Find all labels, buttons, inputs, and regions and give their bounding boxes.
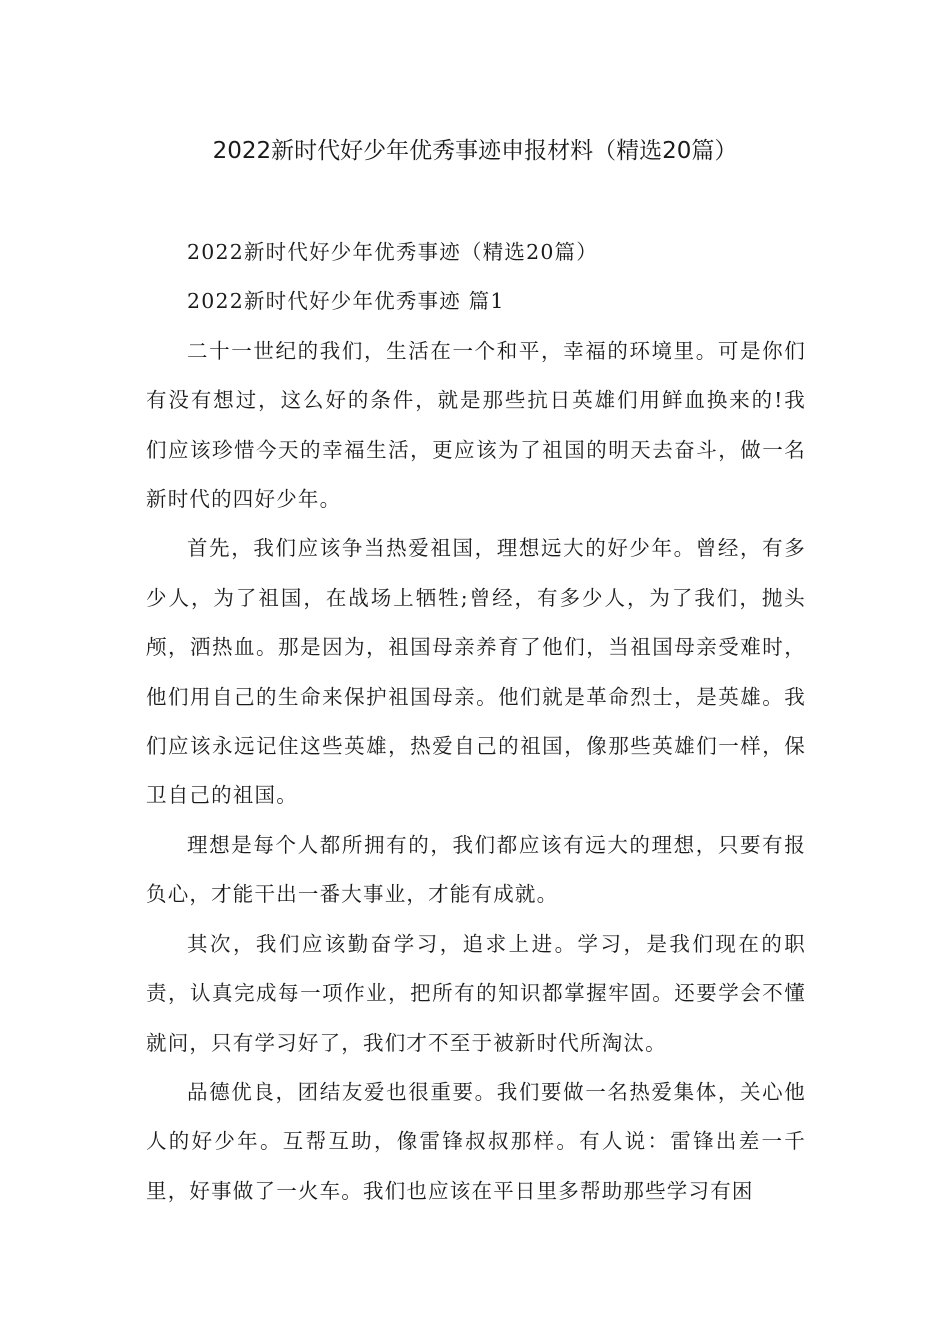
paragraph: 二十一世纪的我们，生活在一个和平，幸福的环境里。可是你们有没有想过，这么好的条件，就是那些抗日英雄们用鲜血换来的!我们应该珍惜今天的幸福生活，更应该为了祖国的明天去奋斗，做一名新时代的四好少年。 (146, 338, 806, 512)
paragraph: 理想是每个人都所拥有的，我们都应该有远大的理想，只要有报负心，才能干出一番大事业，才能有成就。 (146, 832, 806, 907)
paragraph-section-heading: 2022新时代好少年优秀事迹 篇1 (187, 289, 505, 314)
paragraph: 首先，我们应该争当热爱祖国，理想远大的好少年。曾经，有多少人，为了祖国，在战场上牺牲;曾经，有多少人，为了我们，抛头颅，洒热血。那是因为，祖国母亲养育了他们，当祖国母亲受难时，他们用自己的生命来保护祖国母亲。他们就是革命烈士，是英雄。我们应该永远记住这些英雄，热爱自己的祖国，像那些英雄们一样，保卫自己的祖国。 (146, 536, 806, 808)
document-title: 2022新时代好少年优秀事迹申报材料（精选20篇） (212, 138, 738, 164)
paragraph-subtitle: 2022新时代好少年优秀事迹（精选20篇） (187, 240, 598, 264)
paragraph: 品德优良，团结友爱也很重要。我们要做一名热爱集体，关心他人的好少年。互帮互助，像雷锋叔叔那样。有人说：雷锋出差一千里，好事做了一火车。我们也应该在平日里多帮助那些学习有困 (146, 1079, 806, 1203)
document-body (146, 228, 806, 1216)
paragraph: 其次，我们应该勤奋学习，追求上进。学习，是我们现在的职责，认真完成每一项作业，把所有的知识都掌握牢固。还要学会不懂就问，只有学习好了，我们才不至于被新时代所淘汰。 (146, 931, 806, 1055)
